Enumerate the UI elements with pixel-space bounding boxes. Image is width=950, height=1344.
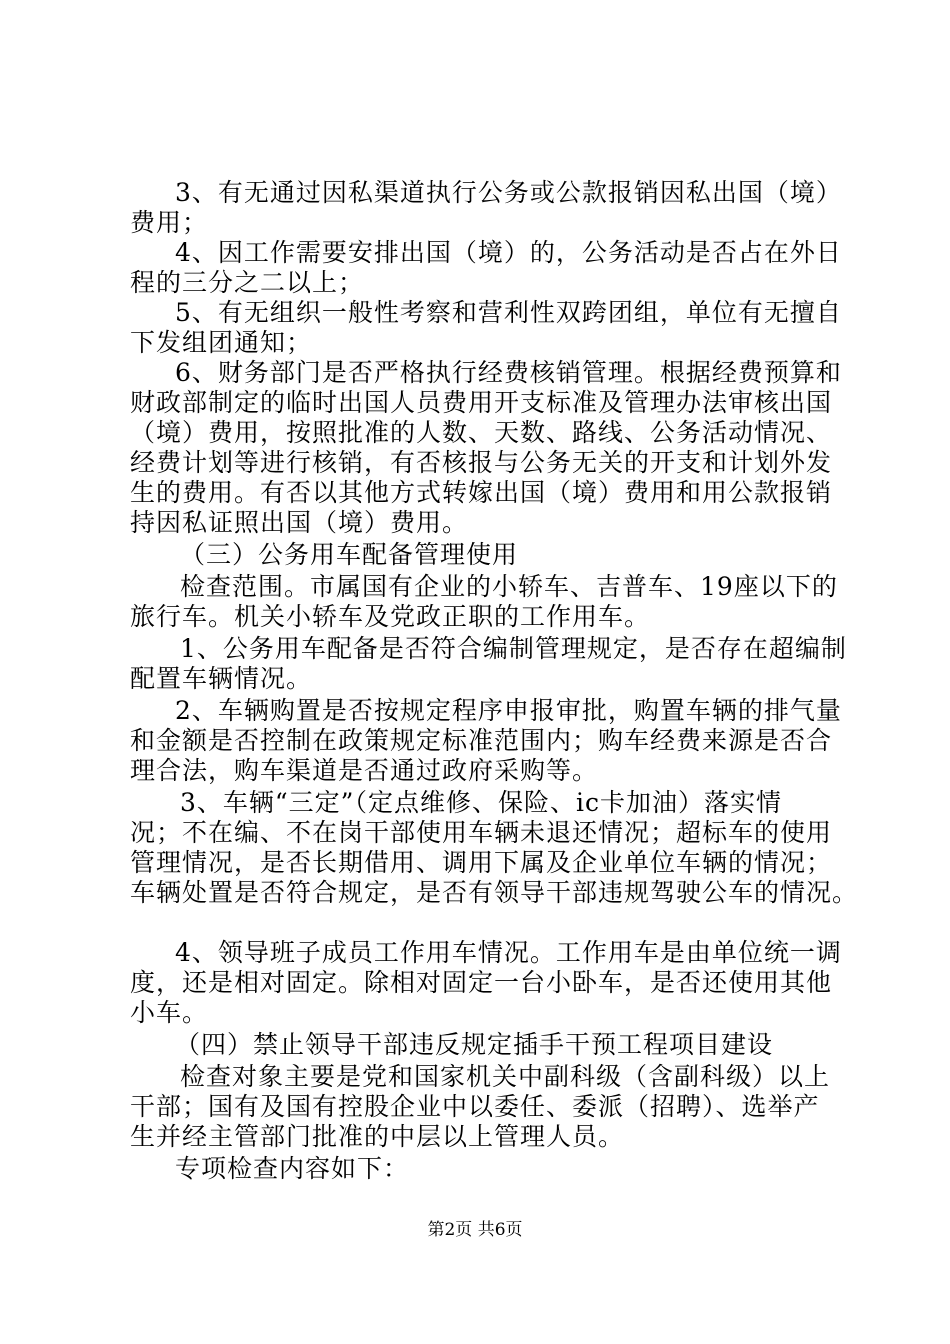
text-line: 况；不在编、不在岗干部使用车辆未退还情况；超标车的使用 <box>130 818 833 847</box>
text-line: 经费计划等进行核销，有否核报与公务无关的开支和计划外发 <box>130 448 833 477</box>
text-line: 4、领导班子成员工作用车情况。工作用车是由单位统一调 <box>175 938 842 967</box>
text-line: 3、有无通过因私渠道执行公务或公款报销因私出国（境） <box>175 178 842 207</box>
text-line: 4、因工作需要安排出国（境）的，公务活动是否占在外日 <box>175 238 842 267</box>
text-line: 生并经主管部门批准的中层以上管理人员。 <box>130 1122 625 1151</box>
text-line: 5、有无组织一般性考察和营利性双跨团组，单位有无擅自 <box>175 298 842 327</box>
text-line: 配置车辆情况。 <box>130 664 313 693</box>
text-line: 度，还是相对固定。除相对固定一台小卧车，是否还使用其他 <box>130 968 833 997</box>
text-line: 和金额是否控制在政策规定标准范围内；购车经费来源是否合 <box>130 726 833 755</box>
page-number: 第2页 共6页 <box>427 1220 523 1240</box>
text-line: 理合法，购车渠道是否通过政府采购等。 <box>130 756 599 785</box>
text-line: 专项检查内容如下： <box>175 1154 410 1183</box>
text-line: 费用； <box>130 208 209 237</box>
text-line: 1、公务用车配备是否符合编制管理规定，是否存在超编制 <box>180 634 847 663</box>
text-line: 管理情况，是否长期借用、调用下属及企业单位车辆的情况； <box>130 848 833 877</box>
text-line: 检查对象主要是党和国家机关中副科级（含副科级）以上 <box>180 1062 831 1091</box>
text-line: 生的费用。有否以其他方式转嫁出国（境）费用和用公款报销 <box>130 478 833 507</box>
text-line: 程的三分之二以上； <box>130 268 365 297</box>
section-heading: （三）公务用车配备管理使用 <box>180 540 519 569</box>
text-line: 财政部制定的临时出国人员费用开支标准及管理办法审核出国 <box>130 388 833 417</box>
text-line: 2、车辆购置是否按规定程序申报审批，购置车辆的排气量 <box>175 696 842 725</box>
text-line: 旅行车。机关小轿车及党政正职的工作用车。 <box>130 602 651 631</box>
text-line: 检查范围。市属国有企业的小轿车、吉普车、19座以下的 <box>180 572 838 601</box>
section-heading: （四）禁止领导干部违反规定插手干预工程项目建设 <box>175 1030 774 1059</box>
text-line: （境）费用，按照批准的人数、天数、路线、公务活动情况、 <box>130 418 833 447</box>
text-line: 3、车辆“三定”（定点维修、保险、ic卡加油）落实情 <box>180 788 782 817</box>
text-line: 小车。 <box>130 998 209 1027</box>
text-line: 持因私证照出国（境）费用。 <box>130 508 469 537</box>
text-line: 干部；国有及国有控股企业中以委任、委派（招聘）、选举产 <box>130 1092 820 1121</box>
text-line: 下发组团通知； <box>130 328 313 357</box>
text-line: 6、财务部门是否严格执行经费核销管理。根据经费预算和 <box>175 358 842 387</box>
text-line: 车辆处置是否符合规定，是否有领导干部违规驾驶公车的情况。 <box>130 878 859 907</box>
